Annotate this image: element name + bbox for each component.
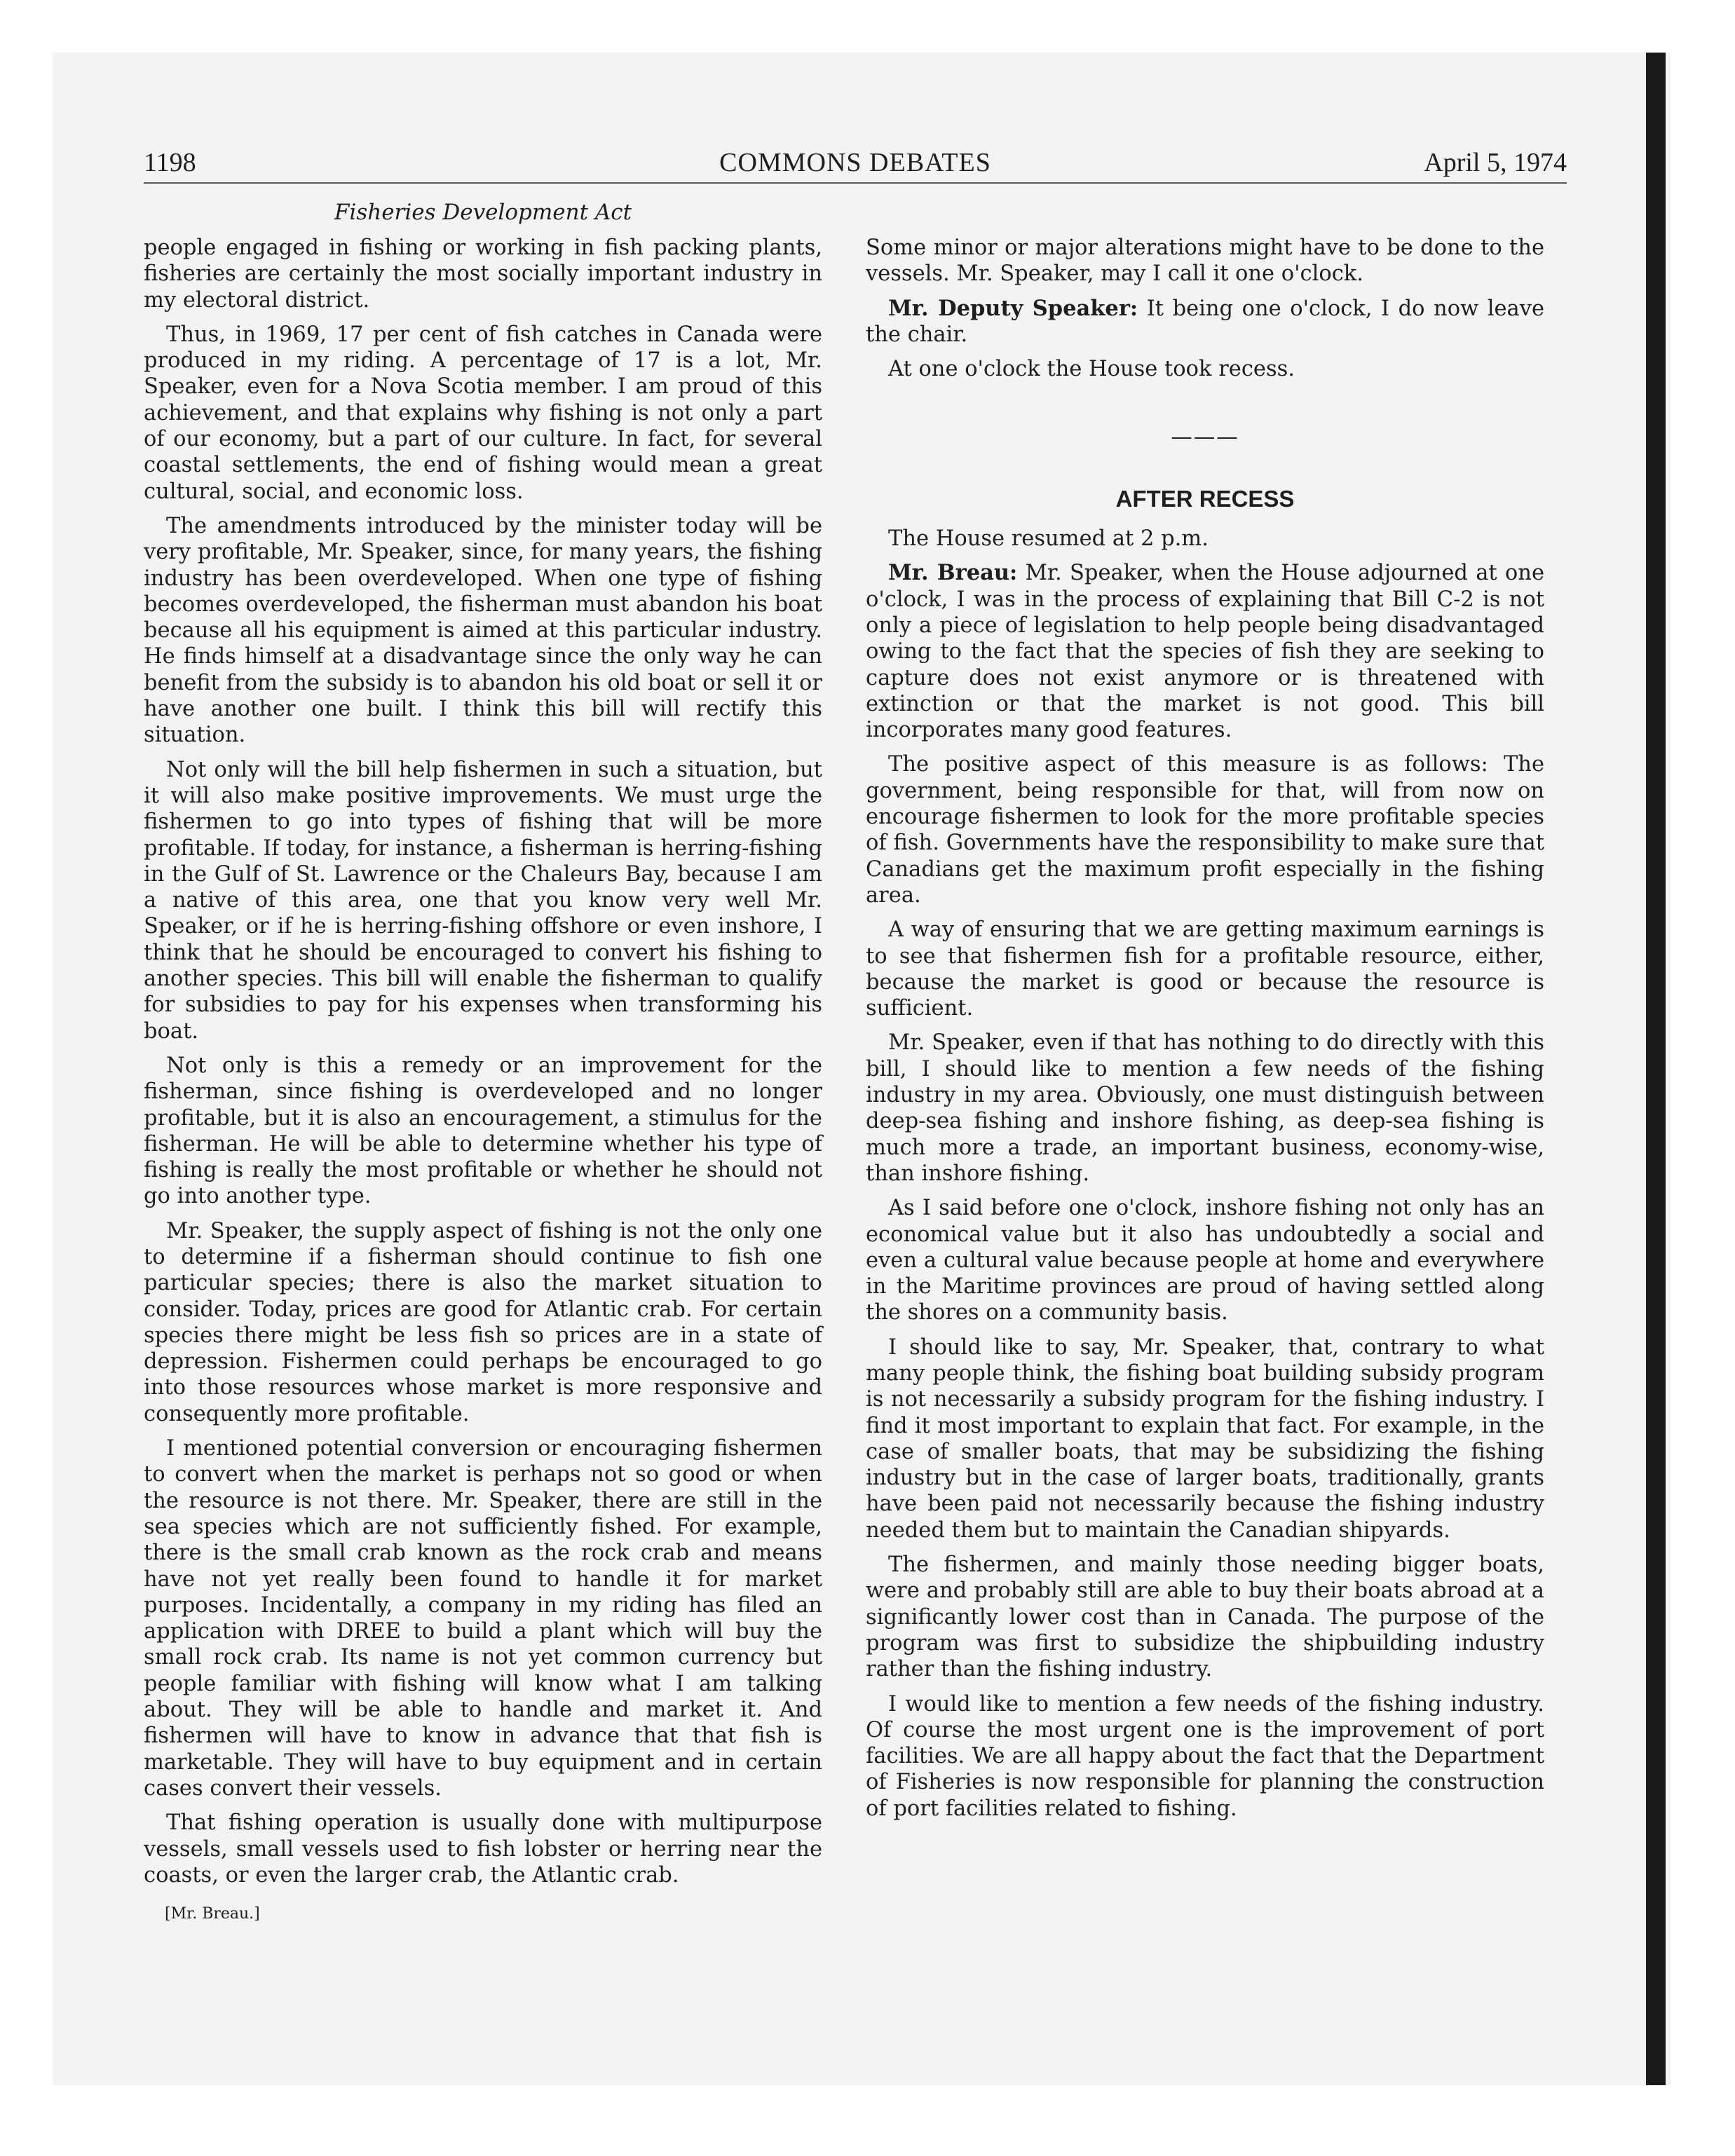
paragraph: Mr. Speaker, the supply aspect of fishing is not the only one to determine if a fisherman should continue to fish one particular species; there is also the market situation to consider. Today, prices are good for Atlantic crab. For certain species there might be less fish so prices are in a state of depression. Fishermen could perhaps be encouraged to go into those resources whose market is more responsive and consequently more profitable. — [144, 1218, 822, 1426]
speech-text: Mr. Speaker, when the House adjourned at one o'clock, I was in the process of explaining that Bill C-2 is not only a piece of legislation to help people being disadvantaged owing to the fact that the species of fish they are seeking to capture does not exist anymore or is threatened with extinction or that the market is not good. This bill incorporates many good features. — [866, 561, 1544, 743]
speaker-name: Mr. Breau: — [888, 560, 1018, 586]
paragraph: That fishing operation is usually done with multipurpose vessels, small vessels used to fish lobster or herring near the coasts, or even the larger crab, the Atlantic crab. — [144, 1810, 822, 1888]
paragraph: Mr. Speaker, even if that has nothing to do directly with this bill, I should like to mention a few needs of the fishing industry in my area. Obviously, one must distinguish between deep-sea fishing and inshore fishing, as deep-sea fishing is much more a trade, an important business, economy-wise, than inshore fishing. — [866, 1030, 1544, 1186]
speech-text: It being one o'clock, I do now leave the chair. — [866, 296, 1544, 347]
section-heading: AFTER RECESS — [1115, 485, 1295, 512]
right-column — [866, 235, 1544, 1830]
paragraph: As I said before one o'clock, inshore fishing not only has an economical value but it also has undoubtedly a social and even a cultural value because people at home and everywhere in the Maritime provinces are proud of having settled along the shores on a community basis. — [866, 1196, 1544, 1325]
page-date: April 5, 1974 — [1424, 148, 1567, 177]
breau-paragraph — [866, 560, 1544, 743]
recess-note: At one o'clock the House took recess. — [888, 357, 1295, 382]
paragraph: Not only will the bill help fishermen in such a situation, but it will also make positive improvements. We must urge the fishermen to go into types of fishing that will be more profitable. If today, for instance, a fisherman is herring-fishing in the Gulf of St. Lawrence or the Chaleurs Bay, because I am a native of this area, one that you know very well Mr. Speaker, or if he is herring-fishing offshore or even inshore, I think that he should be encouraged to convert his fishing to another species. This bill will enable the fisherman to qualify for subsidies to pay for his expenses when transforming his boat. — [144, 757, 822, 1044]
deputy-speaker-paragraph — [866, 296, 1544, 348]
act-title: Fisheries Development Act — [334, 200, 632, 225]
section-divider: ——— — [1171, 425, 1239, 450]
paragraph: I should like to say, Mr. Speaker, that, contrary to what many people think, the fishing boat building subsidy program is not necessarily a subsidy program for the fishing industry. I find it most important to explain that fact. For example, in the case of smaller boats, that may be subsidizing the fishing industry but in the case of larger boats, traditionally, grants have been paid not necessarily because the fishing industry needed them but to maintain the Canadian shipyards. — [866, 1335, 1544, 1543]
publication-title: COMMONS DEBATES — [719, 148, 991, 177]
page-number: 1198 — [144, 148, 196, 177]
paragraph: I would like to mention a few needs of the fishing industry. Of course the most urgent one is the improvement of port facilities. We are all happy about the fact that the Department of Fisheries is now responsible for planning the construction of port facilities related to fishing. — [866, 1691, 1544, 1821]
speaker-attribution: [Mr. Breau.] — [165, 1905, 260, 1923]
running-header — [144, 147, 1567, 184]
scan-edge-bar — [1646, 53, 1666, 2085]
paragraph: The fishermen, and mainly those needing bigger boats, were and probably still are able to buy their boats abroad at a significantly lower cost than in Canada. The purpose of the program was first to subsidize the shipbuilding industry rather than the fishing industry. — [866, 1553, 1544, 1682]
paragraph: The amendments introduced by the minister today will be very profitable, Mr. Speaker, since, for many years, the fishing industry has been overdeveloped. When one type of fishing becomes overdeveloped, the fisherman must abandon his boat because all his equipment is aimed at this particular industry. He finds himself at a disadvantage since the only way he can benefit from the subsidy is to abandon his old boat or sell it or have another one built. I think this bill will rectify this situation. — [144, 513, 822, 748]
paragraph: Not only is this a remedy or an improvement for the fisherman, since fishing is overdeveloped and no longer profitable, but it is also an encouragement, a stimulus for the fisherman. He will be able to determine whether his type of fishing is really the most profitable or whether he should not go into another type. — [144, 1053, 822, 1209]
resumed-note: The House resumed at 2 p.m. — [888, 526, 1209, 552]
paragraph: Thus, in 1969, 17 per cent of fish catches in Canada were produced in my riding. A percentage of 17 is a lot, Mr. Speaker, even for a Nova Scotia member. I am proud of this achievement, and that explains why fishing is not only a part of our economy, but a part of our culture. In fact, for several coastal settlements, the end of fishing would mean a great cultural, social, and economic loss. — [144, 322, 822, 504]
paragraph: Some minor or major alterations might have to be done to the vessels. Mr. Speaker, may I call it one o'clock. — [866, 236, 1544, 287]
paragraph: The positive aspect of this measure is as follows: The government, being responsible for that, will from now on encourage fishermen to look for the more profitable species of fish. Governments have the responsibility to make sure that Canadians get the maximum profit especially in the fishing area. — [866, 752, 1544, 908]
paragraph: A way of ensuring that we are getting maximum earnings is to see that fishermen fish for a profitable resource, either, because the market is good or because the resource is sufficient. — [866, 917, 1544, 1021]
speaker-name: Mr. Deputy Speaker: — [888, 295, 1138, 321]
paragraph: people engaged in fishing or working in fish packing plants, fisheries are certainly the most socially important industry in my electoral district. — [144, 236, 822, 313]
left-column — [144, 235, 822, 1927]
paragraph: I mentioned potential conversion or encouraging fishermen to convert when the market is perhaps not so good or when the resource is not there. Mr. Speaker, there are still in the sea species which are not sufficiently fished. For example, there is the small crab known as the rock crab and means have not yet really been found to handle it for market purposes. Incidentally, a company in my riding has filed an application with DREE to build a plant which will buy the small rock crab. Its name is not yet common currency but people familiar with fishing will know what I am talking about. They will be able to handle and market it. And fishermen will have to know in advance that that fish is marketable. They will have to buy equipment and in certain cases convert their vessels. — [144, 1436, 822, 1801]
